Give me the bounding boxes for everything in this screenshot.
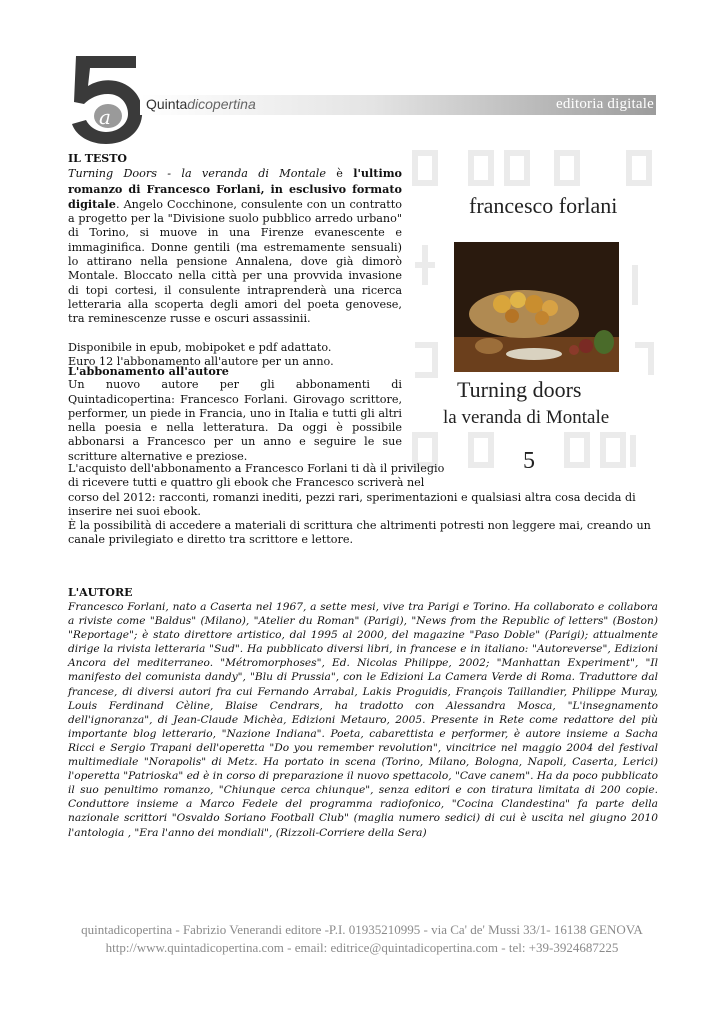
- testo-paragraph: Turning Doors - la veranda di Montale è l'ultimo romanzo di Francesco Forlani, in esclusivo formato digitale. Angelo Cocchinone, consulente con un contratto a progetto per la "Divisione suolo pubblico arredo urbano" di Torino, si muove in una Firenze evanescente e immaginifica. Donne gentili (ma estremamente sensuali) lo attirano nella pensione Annalena, dove già dimorò Montale. Bloccato nella città per una provvida invasione di topi cortesi, il consulente intraprenderà una ricerca letteraria alla scoperta degli amori del poeta genovese, tra reminescenze russe e oscuri assassinii.: [68, 166, 402, 326]
- cover-author: francesco forlani: [469, 193, 618, 218]
- privilege-line1: L'acquisto dell'abbonamento a Francesco Forlani ti dà il privilegio: [68, 462, 445, 475]
- footer-address: quintadicopertina - Fabrizio Venerandi editore -P.I. 01935210995 - via Ca' de' Mussi 33/1- 16138 GENOVA: [81, 922, 643, 937]
- cover-title-line1: Turning doors: [457, 377, 582, 402]
- svg-text:a: a: [99, 105, 111, 129]
- footer-contact: http://www.quintadicopertina.com - email: editrice@quintadicopertina.com - tel: +39-3924687225: [105, 940, 619, 955]
- testo-heading: IL TESTO: [68, 152, 127, 165]
- book-cover: [407, 145, 660, 477]
- abbonamento-heading: L'abbonamento all'autore: [68, 364, 229, 378]
- cover-series-number: 5: [523, 448, 535, 474]
- possibility-paragraph: È la possibilità di accedere a materiali di scrittura che altrimenti potresti non leggere mai, creando un canale privilegiato e diretto tra scrittore e lettore.: [68, 519, 651, 547]
- author-bio: Francesco Forlani, nato a Caserta nel 1967, a sette mesi, vive tra Parigi e Torino. Ha collaborato e collabora a riviste come "Baldus" (Milano), "Atelier du Roman" (Parigi), "News from the Republic of letters" (Boston) "Reportage"; è stato direttore artistico, dal 1995 al 2000, del magazine "Paso Doble" (Parigi); attualmente dirige la rivista letteraria "Sud". Ha pubblicato diversi libri, in francese e in italiano: "Autoreverse", Edizioni Ancora del mediterraneo. "Métromorphoses", Ed. Nicolas Philippe, 2002; "Manhattan Experiment", "Il manifesto del comunista dandy", "Blu di Prussia", con le Edizioni La Camera Verde di Roma. Traduttore dal francese, di diversi autori fra cui Fernando Arrabal, Lakis Proguidis, François Taillandier, Philippe Muray, Louis Ferdinand Cèline, Blaise Cendrars, ha tradotto con Alessandra Mosca, "L'insegnamento dell'ignoranza", di Jean-Claude Michèa, Edizioni Metauro, 2005. Presente in Rete come redattore del più importante blog letterario, "Nazione Indiana". Poeta, cabarettista e performer, è autore insieme a Sacha Ricci e Sergio Trapani dell'operetta "Do you remember revolution", vincitrice nel maggio 2004 del festival multimediale "Norapolis" di Metz. Ha portato in scena (Torino, Milano, Bologna, Napoli, Caserta, Lerici) l'operetta "Patrioska" ed è in corso di preparazione il nuovo spettacolo, "Cave canem". Ha da poco pubblicato il suo penultimo romanzo, "Chiunque cerca chiunque", senza editori e con tiratura limitata di 200 copie. Conduttore insieme a Marco Fedele del programma radiofonico, "Cocina Clandestina" fa parte della nazionale scrittori "Osvaldo Soriano Football Club" (maglia numero sedici) di cui è uscita nel giugno 2010 l'antologia , "Era l'anno dei mondiali", (Rizzoli-Corriere della Sera): [68, 601, 658, 839]
- still-life-painting: [454, 242, 619, 372]
- cover-title-line2: la veranda di Montale: [443, 407, 610, 428]
- abbonamento-section: [68, 364, 402, 464]
- autore-heading-wrap: [68, 586, 658, 600]
- brand-tagline: editoria digitale: [556, 96, 654, 112]
- privilege-section: [68, 462, 658, 548]
- privilege-line3: corso del 2012: racconti, romanzi inediti, pezzi rari, sperimentazioni e qualsiasi altra cosa decida di inserire nei suoi ebook.: [68, 490, 636, 518]
- privilege-line2: di ricevere tutti e quattro gli ebook che Francesco scriverà nel: [68, 476, 425, 490]
- formats-text: Disponibile in epub, mobipoket e pdf adattato.: [68, 340, 332, 354]
- brand-name: Quintadicopertina: [146, 96, 256, 112]
- abbonamento-paragraph: Un nuovo autore per gli abbonamenti di Quintadicopertina: Francesco Forlani. Girovago scrittore, performer, un piede in Francia, uno in Italia e tutti gli altri nella poesia e nella letteratura. Da oggi è possibile abbonarsi a Francesco per un anno e seguire le sue scritture alternative e preziose.: [68, 378, 402, 463]
- price-text: Euro 12 l'abbonamento all'autore per un anno.: [68, 354, 334, 368]
- testo-section: [68, 152, 402, 369]
- autore-heading: L'AUTORE: [68, 586, 133, 599]
